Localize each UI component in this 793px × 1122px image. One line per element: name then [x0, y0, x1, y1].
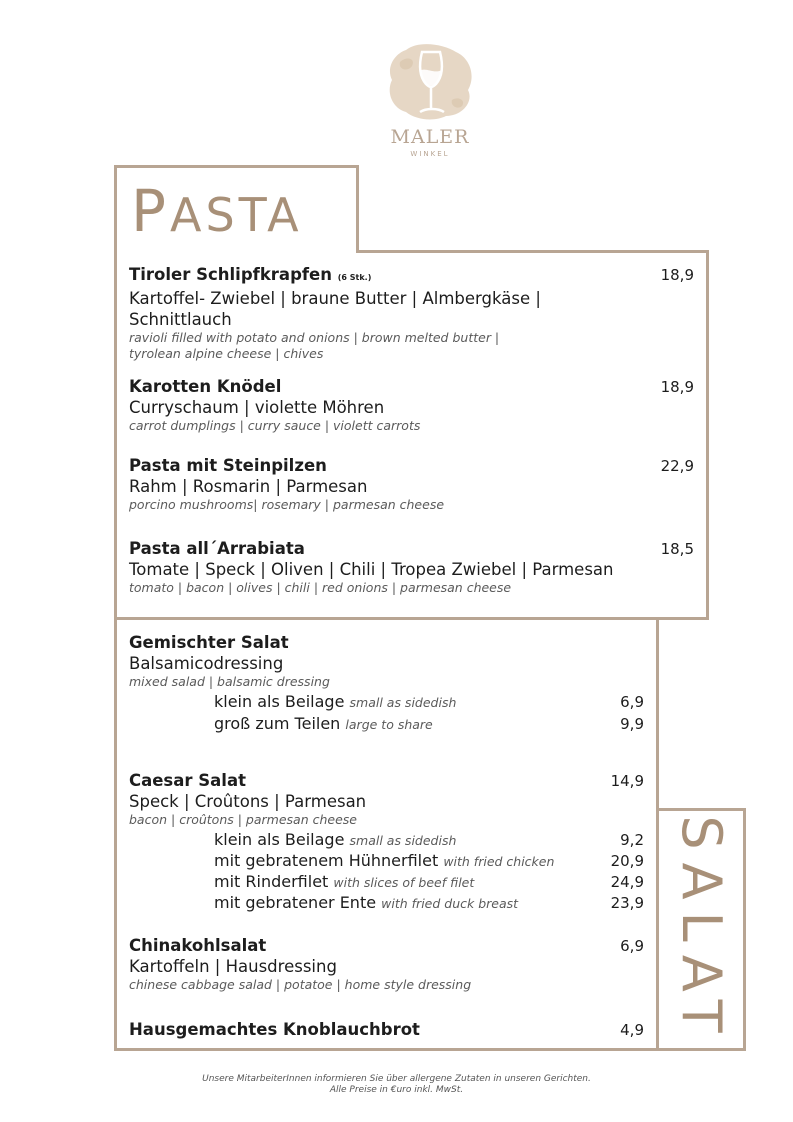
item-option — [214, 850, 644, 873]
option-label: mit gebratener Ente — [214, 893, 377, 912]
option-translation: large to share — [345, 717, 433, 732]
item-option — [214, 892, 644, 915]
section-title-pasta — [131, 177, 303, 245]
item-name: Pasta mit Steinpilzen — [129, 456, 327, 475]
item-name: Gemischter Salat — [129, 633, 289, 652]
title-rest: ASTA — [169, 188, 303, 242]
item-description: Kartoffel- Zwiebel | braune Butter | Almbergkäse | — [129, 289, 541, 308]
option-label: mit gebratenem Hühnerfilet — [214, 851, 439, 870]
menu-item — [129, 633, 644, 690]
option-translation: small as sidedish — [349, 695, 457, 710]
pasta-section — [114, 250, 709, 620]
option-label: groß zum Teilen — [214, 714, 341, 733]
item-description: Speck | Croûtons | Parmesan — [129, 792, 367, 811]
item-translation: porcino mushrooms| rosemary | parmesan cheese — [129, 497, 445, 512]
restaurant-logo — [380, 42, 480, 167]
item-translation: ravioli filled with potato and onions | brown melted butter | — [129, 330, 500, 345]
item-description: Rahm | Rosmarin | Parmesan — [129, 477, 368, 496]
item-translation: tomato | bacon | olives | chili | red onions | parmesan cheese — [129, 580, 512, 595]
item-price: 18,5 — [660, 540, 694, 558]
item-price: 4,9 — [620, 1021, 644, 1039]
option-price: 20,9 — [610, 852, 644, 870]
option-price: 6,9 — [620, 693, 644, 711]
item-description: Kartoffeln | Hausdressing — [129, 957, 337, 976]
section-title-salat: SALAT — [670, 814, 733, 1045]
item-quantity: (6 Stk.) — [337, 273, 372, 282]
title-initial: P — [131, 177, 170, 245]
menu-item — [129, 265, 694, 362]
item-name — [129, 265, 694, 288]
allergen-note: Unsere MitarbeiterInnen informieren Sie über allergene Zutaten in unseren Gerichten. — [202, 1074, 591, 1084]
item-name: Karotten Knödel — [129, 377, 282, 396]
footer-note — [0, 1074, 793, 1096]
item-option — [214, 829, 644, 852]
menu-item — [129, 539, 694, 596]
option-translation: with slices of beef filet — [333, 875, 475, 890]
item-option — [214, 691, 644, 714]
option-label: mit Rinderfilet — [214, 872, 329, 891]
price-note: Alle Preise in €uro inkl. MwSt. — [329, 1085, 464, 1095]
option-translation: with fried duck breast — [381, 896, 519, 911]
option-price: 9,2 — [620, 831, 644, 849]
item-price: 6,9 — [620, 937, 644, 955]
item-name: Pasta all´Arrabiata — [129, 539, 305, 558]
item-option — [214, 871, 644, 894]
menu-item — [129, 377, 694, 434]
item-price: 14,9 — [610, 772, 644, 790]
salat-title-box — [656, 808, 746, 1051]
item-price: 22,9 — [660, 457, 694, 475]
item-translation: chinese cabbage salad | potatoe | home style dressing — [129, 977, 472, 992]
menu-item — [129, 936, 644, 993]
item-description: Schnittlauch — [129, 310, 232, 329]
item-translation: tyrolean alpine cheese | chives — [129, 346, 324, 361]
logo-subname: WINKEL — [410, 150, 450, 158]
item-name-text: Tiroler Schlipfkrapfen — [129, 265, 332, 284]
logo-name: MALER — [390, 126, 470, 148]
option-price: 9,9 — [620, 715, 644, 733]
wine-glass-icon — [386, 42, 474, 122]
menu-item — [129, 456, 694, 513]
item-name: Chinakohlsalat — [129, 936, 267, 955]
item-description: Tomate | Speck | Oliven | Chili | Tropea Zwiebel | Parmesan — [129, 560, 614, 579]
item-translation: bacon | croûtons | parmesan cheese — [129, 812, 357, 827]
item-translation: mixed salad | balsamic dressing — [129, 674, 330, 689]
option-translation: with fried chicken — [443, 854, 555, 869]
menu-item — [129, 1020, 644, 1040]
item-name: Hausgemachtes Knoblauchbrot — [129, 1020, 420, 1039]
item-translation: carrot dumplings | curry sauce | violett carrots — [129, 418, 421, 433]
option-label: klein als Beilage — [214, 830, 345, 849]
item-price: 18,9 — [660, 266, 694, 284]
option-price: 23,9 — [610, 894, 644, 912]
option-translation: small as sidedish — [349, 833, 457, 848]
item-option — [214, 713, 644, 736]
pasta-title-box — [114, 165, 359, 253]
option-price: 24,9 — [610, 873, 644, 891]
item-price: 18,9 — [660, 378, 694, 396]
menu-item — [129, 771, 644, 828]
salat-section — [114, 617, 659, 1051]
option-label: klein als Beilage — [214, 692, 345, 711]
item-description: Curryschaum | violette Möhren — [129, 398, 385, 417]
item-description: Balsamicodressing — [129, 654, 284, 673]
item-name: Caesar Salat — [129, 771, 246, 790]
